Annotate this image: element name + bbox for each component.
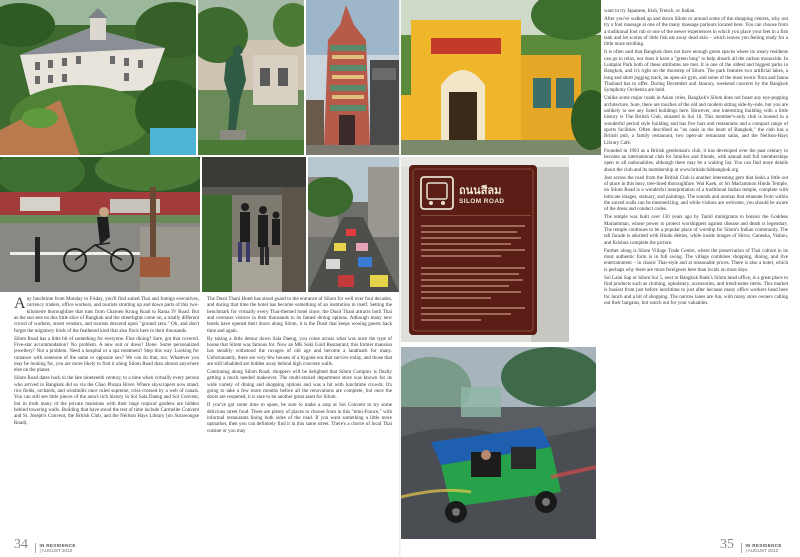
paragraph: Continuing along Silom Road, shoppers will be delighted that Silom Complex is finally getting a much needed makeover. The multi-storied department store was known for its wide variety of dining and shopping options and was a hit with lunchtime crowds. It's going to take a few more months before all the renovations are complete, but once the doors are reopened, it is sure to be another great asset for Silom. [207,368,392,401]
photo-traffic [308,157,399,292]
page-number: 35 [720,537,734,552]
photo-statue-park [198,0,304,155]
sign-thai-text: ถนนสีลม [459,184,502,197]
photo-silom-road-sign [401,157,569,342]
photo-colonial-mansion [0,0,196,155]
paragraph: Silom Road has a little bit of something for everyone. Fine dining? Sure, got that covered. Five-star accommodation? No problem. A new suit or dress? Done. Some personalized jewellery? Not a problem. Need a hospital or a spa treatment? Step this way. Looking for romance with someone of the same or opposite sex? We can do that, too. Whatever you may be looking for, you are more likely to find it along Silom Road than almost anywhere else on the planet. [14,335,199,374]
paragraph: After you've walked up and down Silom or around some of the shopping centres, why not try a foot massage at one of the many massage parlours located here. You can choose from a traditional foot rub or one of the newer experiences in which you place your feet in a fish tank and let scores of little fish eat away dead skin – which leaves you feeling ready for a little more strolling. [604,15,788,48]
paragraph: Unlike some major roads in Asian cities, Bangkok's Silom does not boast any eye-popping architecture. Sure, there are touches of the old and modern sitting side-by-side, but you are unlikely to see any listed buildings here. However, one interesting building with a little history is The British Club, situated in Soi 18. This member's-only club is housed in a wonderful period style building and has five bars and restaurants and a compact range of sports facilities. Often described as "an oasis in the heart of Bangkok," the club has a British pub, a family restaurant, two open-air restaurant salas, and the Neilson-Hays Library Café. [604,95,788,146]
article-column-2 [207,296,392,539]
paragraph: want to try Japanese, Irish, French, or Italian. [604,8,696,14]
photo-cyclist [0,157,200,292]
photo-yellow-building [401,0,601,155]
page-number: 34 [14,537,28,552]
paragraph: Further along is Silom Village Trade Centre, where the preservation of Thai culture in its most authentic form is in full swing. The village combines shopping, dining, and live entertainment – in classic Thai-style and at reasonable prices. There is also a hotel, which is perhaps why there are more foreigners here than locals on most days. [604,247,788,273]
magazine-name: IN RESIDENCE | AUGUST 2012 [35,543,75,553]
paragraph: Soi Lalai Sap or Silom Soi 5, next to Bangkok Bank's Silom head office, is a great place to find products such as clothing, upholstery, accessories, and trend-name items. This market is busiest from just before lunchtime to just after because many office workers head here for lunch and a bit of shopping. The narrow lanes are fun, with many store owners calling out their bargains, but watch out for your valuables. [604,274,788,306]
paragraph: The Dusit Thani Hotel has stood guard to the entrance of Silom for well over four decades, and during that time the hotel has become something of an institution in itself. Setting the benchmark for virtually every Thai-themed hotel since, the Dusit Thani attracts both Thai and overseas visitors in their thousands to its famed dining options. Although many new hotels have opened their doors along Silom, it is the Dusit that keeps wooing guests back time and again. [207,296,392,334]
paragraph-intro: Any lunchtime from Monday to Friday, you'll find suited Thai and foreign executives, currency traders, office workers, and tourists strutting up and down parts of this two-kilometre thoroughfare that runs from Charoen Krung Road to Rama IV Road. But as the sun sets on this little slice of Bangkok and the streetlights come on, a totally different crowd of workers, street vendors, and tourists descend upon "ground zero." Oh, and don't forget the migratory birds of the feathered kind that also flock here in their thousands. [14,296,199,334]
paragraph: Just across the road from the British Club is another interesting gem that looks a little out of place in this busy, tree-lined thoroughfare. Wat Kaek, or Sri Mariammon Hindu Temple, on Silom Road is a wonderful interpretation of a traditional Indian temple, complete with intricate images, statuary, and paintings. The sounds and aromas that emanate from within the sacred walls can be mesmerizing, and while visitors are welcome, you should be aware of the dress and conduct codes. [604,174,788,213]
drop-cap: A [14,296,26,312]
paragraph: It is often said that Bangkok does not have enough green spaces where its weary residents can go to relax, nor does it have a "green lung" to help absorb all the carbon monoxide. In Lumpini Park both of these attributes are met. It is one of the oldest and biggest parks in Bangkok, and it's right on the doorstep of Silom. The park features two artificial lakes, a long and short jogging track, an open-air gym, and some of the most exotic flora and fauna Thailand has to offer. During December and January, weekend concerts by the Bangkok Symphony Orchestra are held. [604,49,788,94]
photo-pedestrians [202,157,306,292]
right-page-footer [720,535,782,553]
left-page-footer [14,535,76,553]
magazine-name: IN RESIDENCE | AUGUST 2012 [741,543,781,553]
paragraph: Silom Road dates back to the late nineteenth century, to a time when virtually every person who arrived in Bangkok did so via the Chao Phraya River. Where skyscrapers now stand, rice fields, orchards, and windmills once ruled supreme, criss-crossed by a web of canals. You can still see little pieces of the area's rich history in Soi Sala Daeng and Soi Convent, but in truth many of the private mansions with their huge tropical gardens are hidden behind towering walls. Building that have stood the test of time include Carmelite Convent and St. Joseph's Convent, the British Club, and the Neilson Hays Library (on Surawongse Road). [14,375,199,426]
photo-tuk-tuk [401,347,596,539]
article-column-1 [14,296,199,539]
sign-english-text: SILOM ROAD [459,198,505,205]
paragraph: Founded in 1903 as a British gentleman's club, it has developed over the past century to become an international club for families and friends, with annual and full memberships open to all nationalities, although there may be a waiting list. You can find more details about the club and its membership at www.britishclubbangkok.org [604,147,788,173]
paragraph: If you've got some time to spare, be sure to make a stop at Soi Convent to try some delicious street food. There are plenty of places to choose from in this "mini-France," with informal restaurants lining both sides of the road. If you want something a little more upmarket, then you can definitely find it in this same street. There's a choice of local Thai cuisine or you may [207,402,392,434]
paragraph: The temple was built over 130 years ago by Tamil immigrants to honour the Goddess Mariamman, whose power to protect worshippers against disease and death is legendary. The temple continues to be a popular place of worship for Silom's Indian community. The tall facade is adorned with Hindu deities, while inside images of Shiva, Ganesha, Vishnu, and Krishna complete the picture. [604,214,788,246]
paragraph: By taking a little detour down Sala Daeng, you come across what was once the type of house that Silom was famous for. Now an MK Suki Gold Restaurant, this former mansion has steadily withstood the ravages of old age and become a landmark for many. Unfortunately, there are very few houses of a bygone era that survive today, and those that are still inhabited are hidden away behind high concrete walls. [207,335,392,368]
article-column-3 [604,8,788,539]
photo-hindu-temple [306,0,399,155]
